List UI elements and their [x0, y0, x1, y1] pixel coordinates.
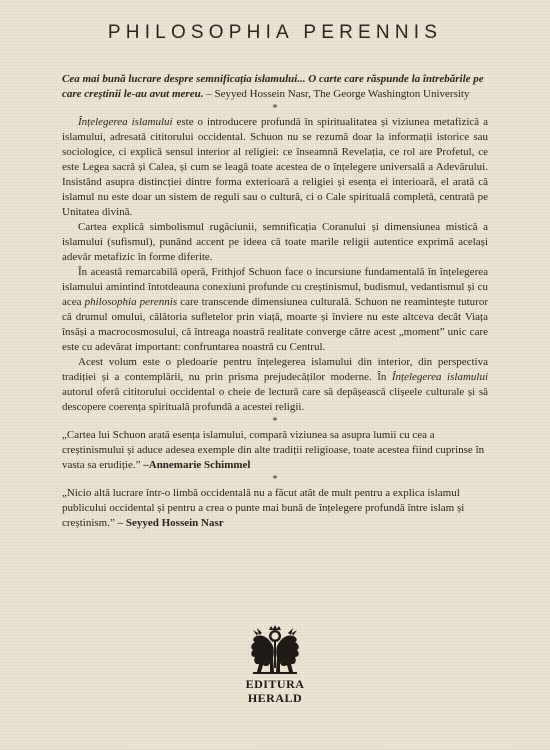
separator-star: * — [272, 416, 278, 427]
publisher-name-line2: HERALD — [247, 691, 303, 705]
separator-star: * — [272, 103, 278, 114]
paragraph-2: Cartea explică simbolismul rugăciunii, semnificația Coranului și dimensiunea mistică a islamului (sufismul), punând accent pe ideea că toate marile religii autentice exprimă același adevăr metafizic în forme diferite. — [62, 221, 488, 263]
book-title-italic: Înțelegerea islamului — [391, 371, 488, 383]
quote-attribution: – Seyyed Hossein Nasr — [117, 517, 224, 529]
quote-schimmel: „Cartea lui Schuon arată esența islamului, compară viziunea sa asupra lumii cu cea a creștinismului și aduce adesea exemple din alte tradiții religioase, toate acestea fiind cuprinse în vasta sa erudiție.” –Annemarie Schimmel — [62, 429, 485, 471]
publisher-logo — [225, 624, 325, 704]
cover-text — [62, 72, 488, 531]
series-title: PHILOSOPHIA PERENNIS — [107, 22, 443, 43]
paragraph-3: În această remarcabilă operă, Frithjof Schuon face o incursiune fundamentală în înțelegerea islamului amintind întotdeauna conexiuni profunde cu creștinismul, budismul, vedantismul și cu acea philosophia perennis care transcende dimensiunea culturală. Schuon ne reamintește tuturor că drumul omului, călătoria sufletelor prin viață, moarte și înviere nu este altceva decât Viața însăși a macrocosmosului, că întreaga noastră realitate converge către acest „moment” unic care este cu adevărat important: confruntarea noastră cu Centrul. — [62, 266, 488, 353]
book-title-italic: Înțelegerea islamului — [78, 116, 173, 128]
quote-nasr: „Nicio altă lucrare într-o limbă occidentală nu a făcut atât de mult pentru a explica islamul publicului occidental și pentru a crea o punte mai bună de înțelegere profundă între islam și creștinism.” – Seyyed Hossein Nasr — [62, 487, 465, 529]
quote-attribution: –Annemarie Schimmel — [143, 459, 251, 471]
publisher-name-line1: EDITURA — [245, 677, 305, 691]
opening-blurb — [62, 72, 488, 102]
heraldic-griffins-crest-icon — [243, 624, 307, 676]
philosophia-perennis-italic: philosophia perennis — [84, 296, 178, 308]
blurb-quote: Cea mai bună lucrare despre semnificația islamului... O carte care răspunde la întrebările pe care creștinii le-au avut mereu. — [62, 73, 484, 100]
paragraph-1: Înțelegerea islamului este o introducere profundă în spiritualitatea și viziunea metafizică a islamului, adresată cititorului occidental. Schuon nu se rezumă doar la informații istorice sau sociologice, ci explică sensul interior al religiei: ce înseamnă Revelația, ce rol are Profetul, ce este Legea sacră și Calea, și cum se leagă toate acestea de o înțelegere universală a Adevărului. Insistând asupra distincției dintre forma exterioară a religiei și esența ei interioară, el arată că islamul nu este doar un sistem de reguli sau o cultură, ci o Cale spirituală completă, centrată pe Unitatea divină. — [62, 116, 488, 218]
separator-star: * — [272, 474, 278, 485]
blurb-attribution: – Seyyed Hossein Nasr, The George Washington University — [203, 88, 470, 100]
paragraph-4: Acest volum este o pledoarie pentru înțelegerea islamului din interior, din perspectiva tradiției și a contemplării, nu prin prisma prejudecăților moderne. În Înțelegerea islamului autorul oferă cititorului occidental o cheie de lectură care să depășească clișeele culturale și să descopere coerența spirituală profundă a acestei religii. — [62, 356, 488, 413]
description-body — [62, 115, 488, 415]
